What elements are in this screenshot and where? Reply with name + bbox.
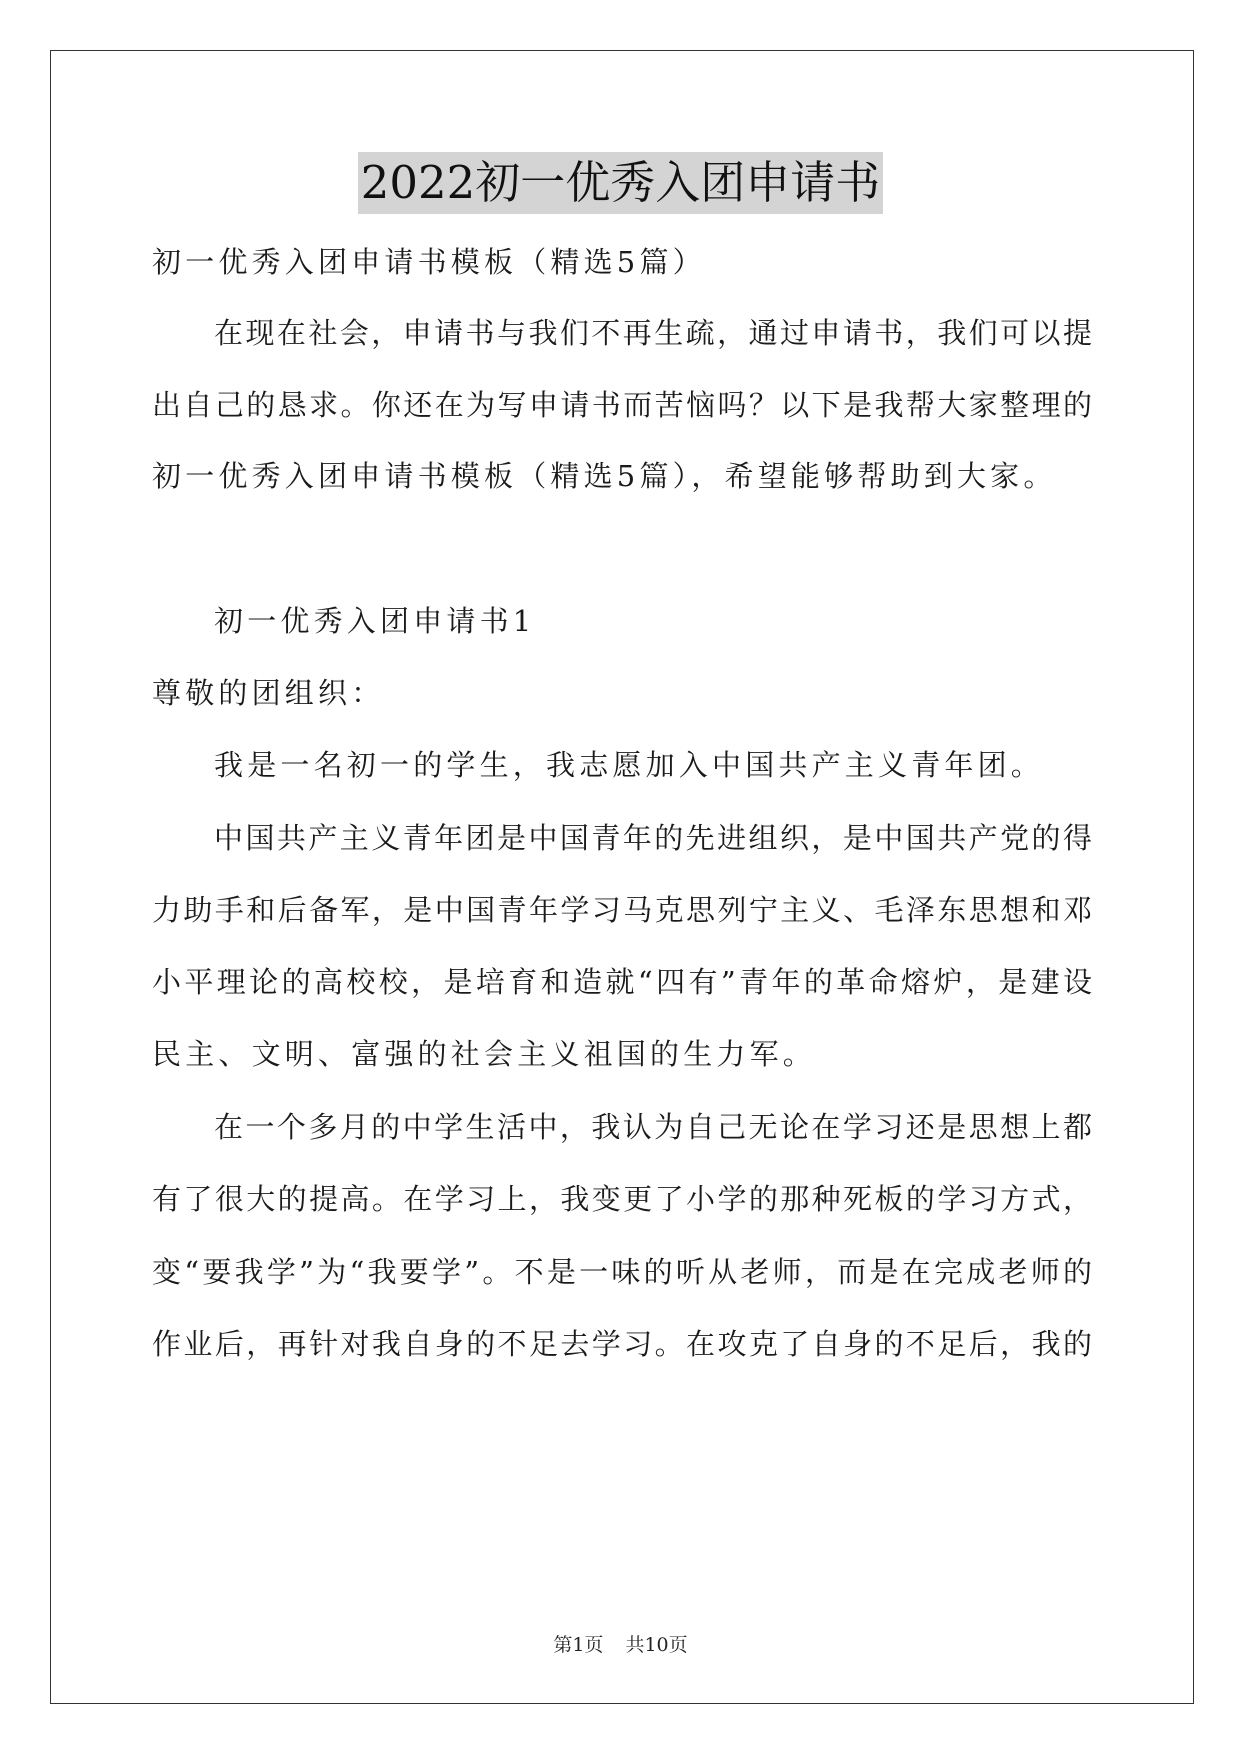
body-line: 初一优秀入团申请书模板（精选5篇），希望能够帮助到大家。 — [152, 459, 1057, 493]
body-line: 作业后，再针对我自身的不足去学习。在攻克了自身的不足后，我的 — [152, 1327, 1092, 1361]
page-border — [50, 50, 1194, 1704]
body-line: 我是一名初一的学生，我志愿加入中国共产主义青年团。 — [214, 748, 1045, 782]
subtitle-line: 初一优秀入团申请书模板（精选5篇） — [152, 245, 706, 279]
body-line: 在一个多月的中学生活中，我认为自己无论在学习还是思想上都 — [214, 1110, 1092, 1144]
body-line: 民主、文明、富强的社会主义祖国的生力军。 — [152, 1037, 817, 1071]
body-line: 中国共产主义青年团是中国青年的先进组织，是中国共产党的得 — [214, 821, 1092, 855]
section-heading: 初一优秀入团申请书1 — [214, 604, 536, 638]
body-line: 小平理论的高校校，是培育和造就“四有”青年的革命熔炉，是建设 — [152, 965, 1092, 999]
body-line: 在现在社会，申请书与我们不再生疏，通过申请书，我们可以提 — [214, 316, 1092, 350]
salutation: 尊敬的团组织： — [152, 676, 385, 710]
page-footer — [0, 1633, 1241, 1657]
body-line: 有了很大的提高。在学习上，我变更了小学的那种死板的学习方式， — [152, 1182, 1092, 1216]
body-line: 出自己的恳求。你还在为写申请书而苦恼吗？以下是我帮大家整理的 — [152, 388, 1092, 422]
title-container — [0, 152, 1241, 214]
body-line: 变“要我学”为“我要学”。不是一味的听从老师，而是在完成老师的 — [152, 1255, 1092, 1289]
body-line: 力助手和后备军，是中国青年学习马克思列宁主义、毛泽东思想和邓 — [152, 893, 1092, 927]
page-number-total: 共10页 — [625, 1634, 688, 1656]
page-number-current: 第1页 — [553, 1634, 604, 1656]
document-title: 2022初一优秀入团申请书 — [358, 152, 884, 214]
